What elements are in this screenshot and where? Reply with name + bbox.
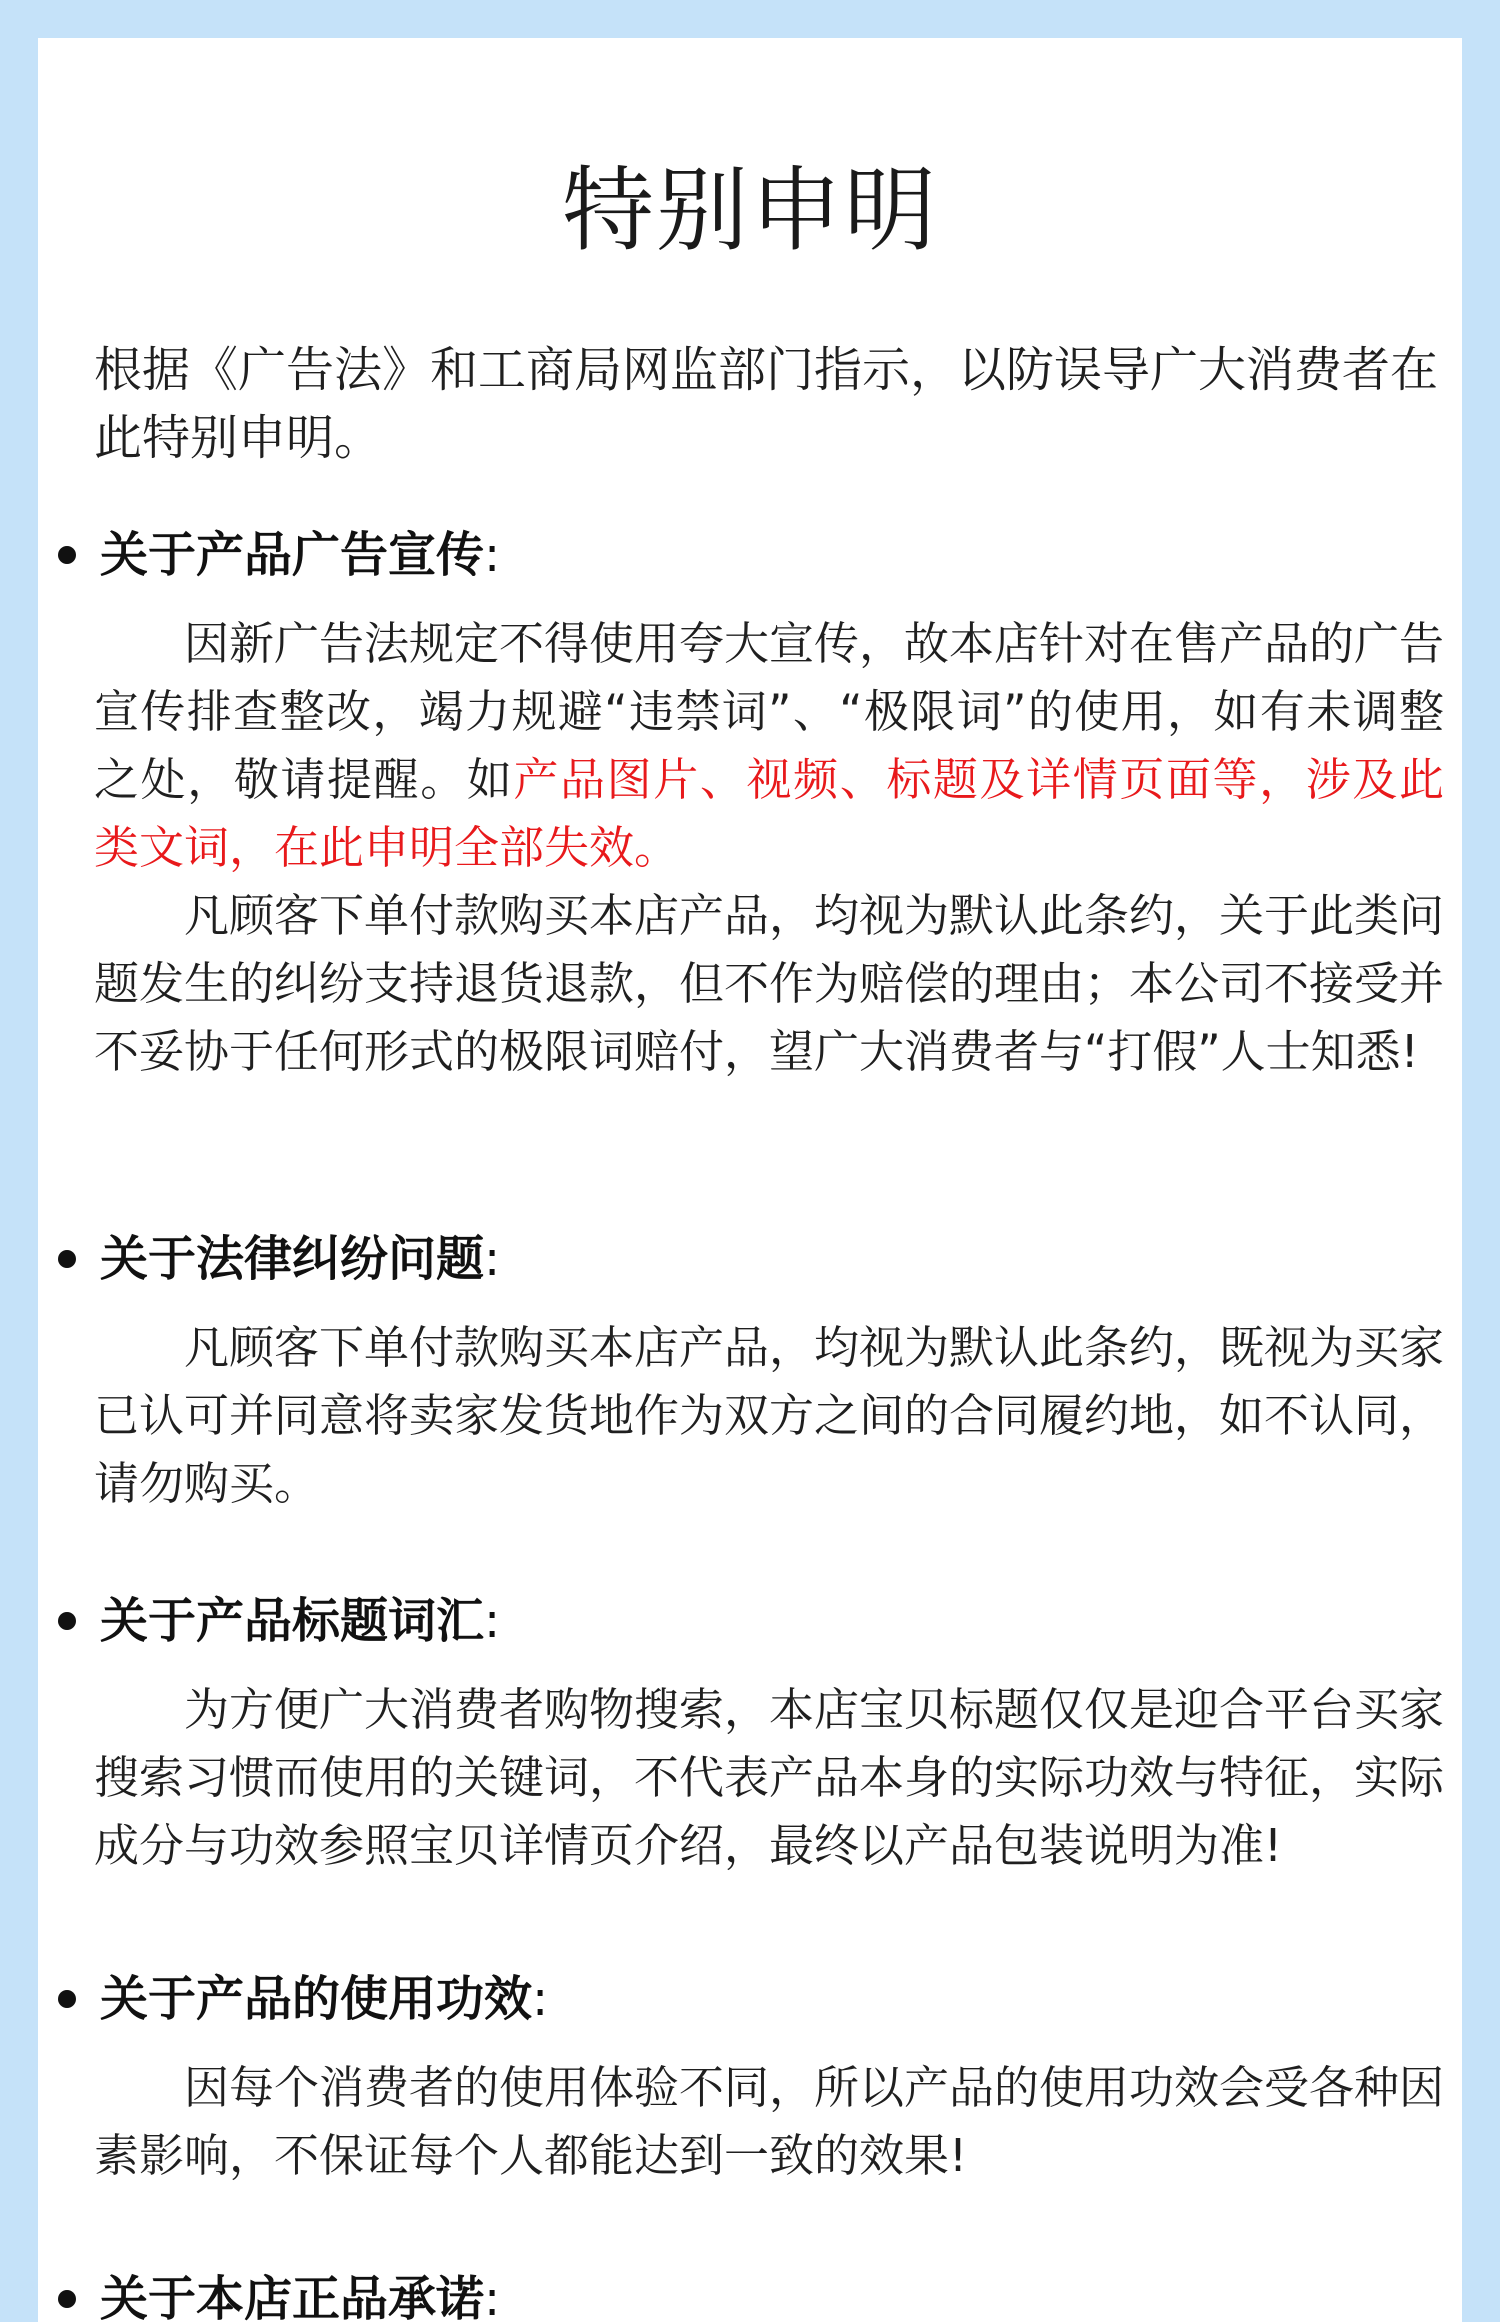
paragraph-text: 因新广告法规定不得使用夸大宣传，故本店针对在售产品的广告宣传排查整改，竭力规避“违禁词”、“极限词”的使用，如有未调整之处，敬请提醒。如 [94, 617, 1445, 806]
section-paragraph: 因每个消费者的使用体验不同，所以产品的使用功效会受各种因素影响，不保证每个人都能达到一致的效果! [94, 2061, 1445, 2182]
heading-colon: : [484, 527, 501, 583]
section-heading [100, 2266, 1462, 2322]
warning-text: 产品图片、视频、标题及详情页面等，涉及此类文词，在此申明全部失效。 [94, 753, 1444, 874]
bullet-dot-icon [58, 1990, 76, 2008]
section-heading [100, 1588, 1462, 1654]
section-heading [100, 1226, 1462, 1292]
heading-colon: : [484, 2271, 501, 2322]
statement-card [38, 38, 1462, 2322]
bullet-dot-icon [58, 1612, 76, 1630]
page-title: 特别申明 [561, 157, 938, 264]
section-product-efficacy [38, 1966, 1462, 2190]
section-paragraph: 为方便广大消费者购物搜索，本店宝贝标题仅仅是迎合平台买家搜索习惯而使用的关键词，不代表产品本身的实际功效与特征，实际成分与功效参照宝贝详情页介绍，最终以产品包装说明为准! [94, 1683, 1445, 1872]
section-paragraph: 凡顾客下单付款购买本店产品，均视为默认此条约，关于此类问题发生的纠纷支持退货退款，但不作为赔偿的理由；本公司不接受并不妥协于任何形式的极限词赔付，望广大消费者与“打假”人士知悉! [94, 889, 1445, 1078]
section-ad-promotion [38, 522, 1462, 1086]
section-heading [100, 1966, 1462, 2032]
heading-colon: : [484, 1231, 501, 1287]
heading-text: 关于法律纠纷问题 [100, 1231, 485, 1287]
heading-text: 关于产品广告宣传 [100, 527, 485, 583]
bullet-dot-icon [58, 2290, 76, 2308]
section-legal-disputes [38, 1226, 1462, 1518]
heading-colon: : [484, 1593, 501, 1649]
intro-text: 根据《广告法》和工商局网监部门指示，以防误导广大消费者在此特别申明。 [94, 342, 1439, 466]
section-paragraph: 凡顾客下单付款购买本店产品，均视为默认此条约，既视为买家已认可并同意将卖家发货地作为双方之间的合同履约地，如不认同，请勿购买。 [94, 1321, 1445, 1510]
heading-text: 关于产品的使用功效 [100, 1971, 533, 2027]
section-heading [100, 522, 1462, 588]
heading-text: 关于本店正品承诺 [100, 2271, 485, 2322]
section-paragraph [38, 610, 1444, 882]
section-title-keywords [38, 1588, 1462, 1880]
bullet-dot-icon [58, 1250, 76, 1268]
bullet-dot-icon [58, 546, 76, 564]
heading-text: 关于产品标题词汇 [100, 1593, 485, 1649]
heading-colon: : [532, 1971, 549, 2027]
section-authenticity-promise [38, 2266, 1462, 2322]
